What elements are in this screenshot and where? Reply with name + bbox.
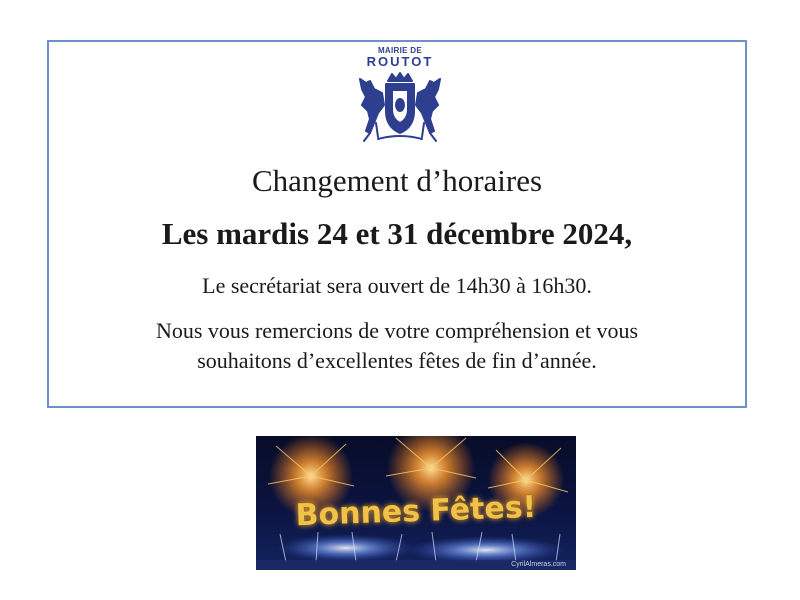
notice-dates: Les mardis 24 et 31 décembre 2024, [161,216,633,251]
notice-thanks-line1: Nous vous remercions de votre compréhension et vous [155,318,639,343]
mairie-logo [338,46,462,146]
coat-of-arms-icon [348,71,452,145]
fireworks-caption: Bonnes Fêtes! [295,489,537,534]
notice-title: Changement d’horaires [251,163,543,198]
notice-thanks-line2: souhaitons d’excellentes fêtes de fin d’année. [197,348,597,373]
image-credit: CyrilAlmeras.com [511,561,566,568]
notice-hours: Le secrétariat sera ouvert de 14h30 à 16h30. [202,273,592,298]
fireworks-image [256,436,576,570]
logo-town-name: ROUTOT [366,54,434,69]
logo-mairie-label: MAIRIE DE [377,46,423,55]
notice-thanks [47,316,747,376]
